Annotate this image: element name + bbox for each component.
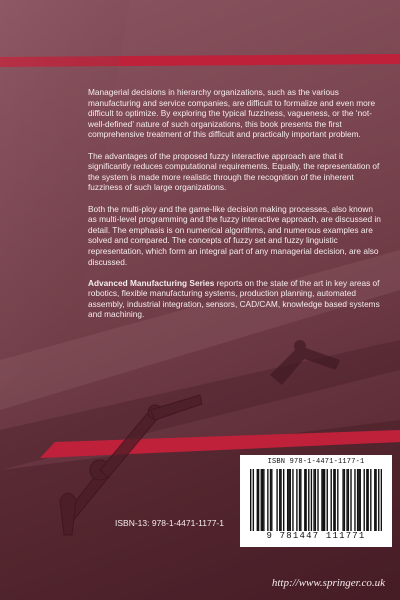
barcode-bar	[374, 469, 375, 531]
barcode-bar	[358, 469, 359, 531]
series-name: Advanced Manufacturing Series	[88, 277, 215, 288]
barcode-bar	[354, 469, 355, 531]
description-paragraph-3: Both the multi-ploy and the game-like decision making processes, also known as multi-level programming and the fuzzy interactive approach, are discussed in detail. The emphasis is on numerical algorithms, and numerous examples are solved and compared. The concepts of fuzzy set and fuzzy linguistic representation, which form an integral part of any managerial decision, are also discussed.	[88, 203, 381, 267]
barcode-digits: 9 781447 111771	[266, 531, 366, 541]
barcode-bar	[300, 469, 301, 531]
barcode-bar	[317, 469, 318, 531]
barcode-bar	[334, 469, 335, 531]
publisher-url[interactable]: http://www.springer.co.uk	[271, 577, 385, 589]
barcode-bar	[292, 469, 293, 531]
barcode-bar	[257, 469, 258, 531]
barcode-bar	[299, 469, 300, 531]
barcode-bar	[271, 469, 272, 531]
barcode-bar	[296, 469, 297, 531]
barcode-icon	[250, 469, 382, 531]
barcode-bar	[324, 469, 325, 531]
barcode-bar	[305, 469, 306, 531]
barcode-bar	[270, 469, 271, 531]
barcode-bar	[350, 469, 351, 531]
barcode-bar	[290, 469, 291, 531]
barcode-bar	[327, 469, 328, 531]
barcode-bar	[360, 469, 361, 531]
barcode-bar	[342, 469, 343, 531]
barcode-bar	[357, 469, 358, 531]
barcode-bar	[364, 469, 365, 531]
barcode-bar	[375, 469, 376, 531]
description-text	[88, 87, 384, 331]
barcode-bar	[250, 469, 251, 531]
barcode-box	[240, 455, 392, 547]
barcode-bar	[279, 469, 280, 531]
barcode-bar	[370, 469, 371, 531]
series-description: reports on the state of the art in key areas of robotics, flexible manufacturing systems, production planning, automated assembly, industrial integration, sensors, CAD/CAM, knowledge based systems and machining.	[88, 277, 380, 320]
barcode-bar	[366, 469, 367, 531]
barcode-bar	[262, 469, 263, 531]
isbn-label: ISBN-13: 978-1-4471-1177-1	[115, 518, 224, 528]
barcode-bar	[311, 469, 312, 531]
barcode-bar	[348, 469, 349, 531]
barcode-bar	[367, 469, 368, 531]
description-paragraph-2: The advantages of the proposed fuzzy interactive approach are that it significantly reduces computational requirements. Equally, the representation of the system is made more realistic through the recognition of the inherent fuzziness of such large organizations.	[88, 150, 380, 193]
description-paragraph-1: Managerial decisions in hierarchy organizations, such as the various manufacturing and service companies, are difficult to formalize and even more difficult to optimize. By exploring the typical fuzziness, vagueness, or the ‘not-well-defined’ nature of such organizations, this book presents the first comprehensive treatment of this difficult and practically important problem.	[88, 87, 376, 140]
series-paragraph	[88, 278, 384, 320]
barcode-bar	[381, 469, 382, 531]
barcode-isbn-text: ISBN 978-1-4471-1177-1	[267, 458, 365, 466]
barcode-bar	[346, 469, 347, 531]
barcode-bar	[253, 469, 254, 531]
barcode-bar	[283, 469, 284, 531]
barcode-bar	[280, 469, 281, 531]
barcode-bar	[331, 469, 332, 531]
barcode-bar	[313, 469, 314, 531]
barcode-bar	[344, 469, 345, 531]
barcode-bar	[258, 469, 259, 531]
barcode-bar	[323, 469, 324, 531]
barcode-bar	[261, 469, 262, 531]
barcode-bar	[321, 469, 322, 531]
barcode-bar	[315, 469, 316, 531]
barcode-bar	[333, 469, 334, 531]
barcode-bar	[337, 469, 338, 531]
barcode-bar	[287, 469, 288, 531]
barcode-bar	[288, 469, 289, 531]
barcode-bar	[263, 469, 264, 531]
barcode-bar	[308, 469, 309, 531]
barcode-bar	[267, 469, 268, 531]
barcode-bar	[276, 469, 277, 531]
barcode-bar	[378, 469, 379, 531]
barcode-bar	[304, 469, 305, 531]
